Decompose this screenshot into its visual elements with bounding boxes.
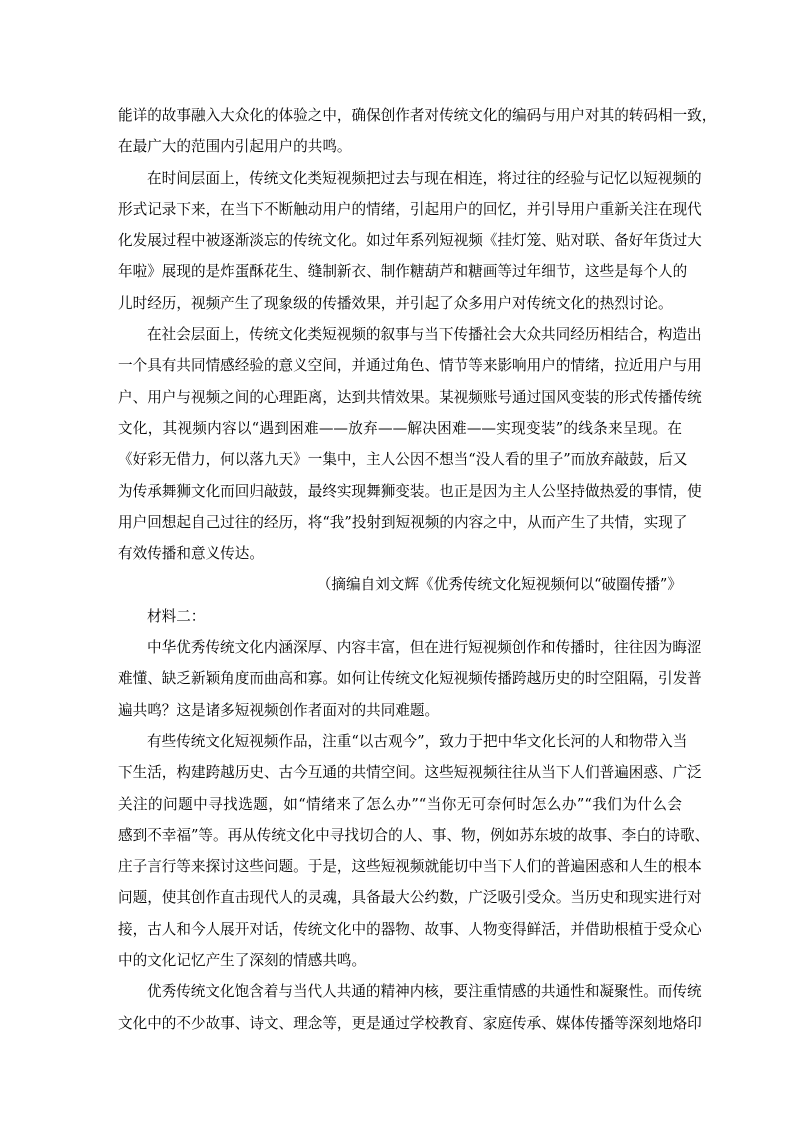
text-line: 能详的故事融入大众化的体验之中，确保创作者对传统文化的编码与用户对其的转码相一致， [118,107,717,124]
text-line: 用户回想起自己过往的经历，将“我”投射到短视频的内容之中，从而产生了共情，实现了 [118,513,688,531]
text-line: 《好彩无借力，何以落九天》一集中，主人公因不想当“没人看的里子”而放弃敲鼓，后又 [118,451,688,469]
text-line: 在最广大的范围内引起用户的共鸣。 [118,138,352,156]
source-citation: （摘编自刘文辉《优秀传统文化短视频何以“破圈传播”》 [316,576,682,594]
text-line: 有些传统文化短视频作品，注重“以古观今”，致力于把中华文化长河的人和物带入当 [147,732,688,750]
text-line: 文化中的不少故事、诗文、理念等，更是通过学校教育、家庭传承、媒体传播等深刻地烙印 [118,1014,702,1032]
text-line: 中的文化记忆产生了深刻的情感共鸣。 [118,952,367,970]
text-line: 接，古人和今人展开对话，传统文化中的器物、故事、人物变得鲜活，并借助根植于受众心 [118,920,702,938]
text-line: 感到不幸福”等。再从传统文化中寻找切合的人、事、物，例如苏东坡的故事、李白的诗歌、 [118,826,710,844]
text-line: 在时间层面上，传统文化类短视频把过去与现在相连，将过往的经验与记忆以短视频的 [147,169,702,187]
text-line: 中华优秀传统文化内涵深厚、内容丰富，但在进行短视频创作和传播时，往往因为晦涩 [147,639,702,657]
text-line: 一个具有共同情感经验的意义空间，并通过角色、情节等来影响用户的情绪，拉近用户与用 [118,357,702,375]
text-line: 关注的问题中寻找选题，如“情绪来了怎么办”“当你无可奈何时怎么办”“我们为什么会 [118,795,682,813]
text-line: 年啦》展现的是炸蛋酥花生、缝制新衣、制作糖葫芦和糖画等过年细节，这些是每个人的 [118,263,688,281]
text-line: 在社会层面上，传统文化类短视频的叙事与当下传播社会大众共同经历相结合，构造出 [147,326,702,344]
text-line: 儿时经历，视频产生了现象级的传播效果，并引起了众多用户对传统文化的热烈讨论。 [118,294,673,312]
text-line: 化发展过程中被逐渐淡忘的传统文化。如过年系列短视频《挂灯笼、贴对联、备好年货过大 [118,232,702,250]
text-line: 难懂、缺乏新颖角度而曲高和寡。如何让传统文化短视频传播跨越历史的时空阻隔，引发普 [118,670,702,688]
text-line: 文化，其视频内容以“遇到困难——放弃——解决困难——实现变装”的线条来呈现。在 [118,419,682,437]
text-line: 遍共鸣？这是诸多短视频创作者面对的共同难题。 [118,701,440,719]
section-heading: 材料二： [147,607,206,625]
text-line: 有效传播和意义传达。 [118,545,264,563]
text-line: 庄子言行等来探讨这些问题。于是，这些短视频就能切中当下人们的普遍困惑和人生的根本 [118,858,702,876]
text-line: 优秀传统文化饱含着与当代人共通的精神内核，要注重情感的共通性和凝聚性。而传统 [147,983,702,1001]
text-line: 下生活，构建跨越历史、古今互通的共情空间。这些短视频往往从当下人们普遍困惑、广泛 [118,764,702,782]
text-line: 户、用户与视频之间的心理距离，达到共情效果。某视频账号通过国风变装的形式传播传统 [118,388,702,406]
text-line: 形式记录下来，在当下不断触动用户的情绪，引起用户的回忆，并引导用户重新关注在现代 [118,200,702,218]
text-line: 问题，使其创作直击现代人的灵魂，具备最大公约数，广泛吸引受众。当历史和现实进行对 [118,889,702,907]
text-line: 为传承舞狮文化而回归敲鼓，最终实现舞狮变装。也正是因为主人公坚持做热爱的事情，使 [118,482,702,500]
